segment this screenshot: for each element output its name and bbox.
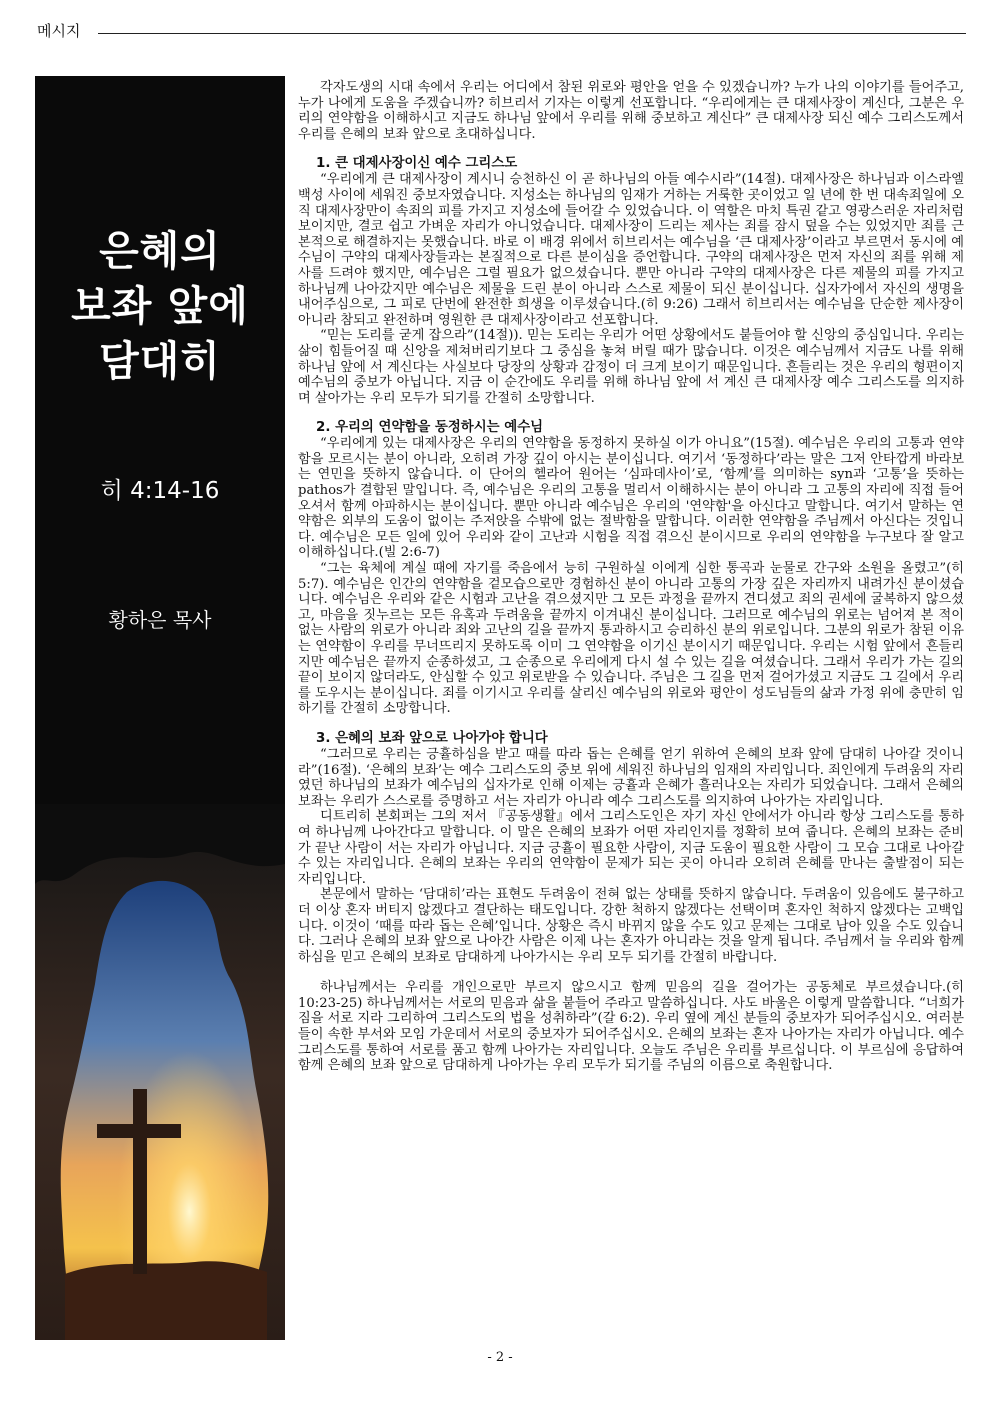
preacher-name: 황하은 목사 <box>108 608 212 632</box>
section-3-paragraph: “그러므로 우리는 긍휼하심을 받고 때를 따라 돕는 은혜를 얻기 위하여 은혜의 보좌 앞에 담대히 나아갈 것이니라”(16절). ‘은혜의 보좌’는 예수 그리스도의 중보 위에 세워진 하나님의 임재의 자리입니다. 죄인에게 두려움의 자리였던 하나님의 보좌가 예수님의 십자가로 인해 이제는 긍휼과 은혜가 흘러나오는 자리가 되었습니다. 그래서 은혜의 보좌는 우리가 스스로를 증명하고 서는 자리가 아니라 예수 그리스도를 의지하여 나아가는 자리입니다. <box>298 746 964 809</box>
section-3-paragraph: 디트리히 본회퍼는 그의 저서 『공동생활』에서 그리스도인은 자기 자신 안에서가 아니라 항상 그리스도를 통하여 하나님께 나아간다고 말합니다. 이 말은 은혜의 보좌가 어떤 자리인지를 정확히 보여 줍니다. 은혜의 보좌는 준비가 끝난 사람이 서는 자리가 아닙니다. 지금 긍휼이 필요한 사람이, 지금 도움이 필요한 사람이 그 모습 그대로 나아갈 수 있는 자리입니다. 은혜의 보좌는 우리의 연약함이 문제가 되는 곳이 아니라 오히려 은혜를 만나는 출발점이 되는 자리입니다. <box>298 809 964 887</box>
intro-paragraph: 각자도생의 시대 속에서 우리는 어디에서 참된 위로와 평안을 얻을 수 있겠습니까? 누가 나의 이야기를 들어주고, 누가 나에게 도움을 주겠습니까? 히브리서 기자는 이렇게 선포합니다. “우리에게는 큰 대제사장이 계신다, 그분은 우리의 연약함을 이해하시고 지금도 하나님 앞에서 우리를 위해 중보하고 계신다” 큰 대제사장 되신 예수 그리스도께서 우리를 은혜의 보좌 앞으로 초대하십니다. <box>298 80 964 142</box>
section-2-paragraph: “그는 육체에 계실 때에 자기를 죽음에서 능히 구원하실 이에게 심한 통곡과 눈물로 간구와 소원을 올렸고”(히 5:7). 예수님은 인간의 연약함을 겉모습으로만 경험하신 분이 아니라 고통의 가장 깊은 자리까지 내려가신 분이셨습니다. 예수님은 우리와 같은 시험과 고난을 겪으셨지만 그 모든 과정을 끝까지 견디셨고 죄의 권세에 굴복하지 않으셨고, 마음을 짓누르는 모든 유혹과 두려움을 끝까지 이겨내신 분이십니다. 그러므로 예수님의 위로는 넘어져 본 적이 없는 사람의 위로가 아니라 죄와 고난의 길을 끝까지 통과하시고 승리하신 분의 위로입니다. 그분의 위로가 참된 이유는 연약함이 우리를 무너뜨리지 못하도록 이미 그 연약함을 이기신 분이시기 때문입니다. 우리는 시험 앞에서 흔들리지만 예수님은 끝까지 순종하셨고, 그 순종으로 우리에게 다시 설 수 있는 길을 여셨습니다. 그래서 우리가 가는 길의 끝이 보이지 않더라도, 안심할 수 있고 위로받을 수 있습니다. 주님은 그 길을 먼저 걸어가셨고 지금도 그 길에서 우리를 도우시는 분이십니다. 죄를 이기시고 우리를 살리신 예수님의 위로와 평안이 성도님들의 삶과 가정 위에 충만히 임하기를 간절히 소망합니다. <box>298 561 964 717</box>
paragraph-gap <box>298 965 964 980</box>
section-3-heading: 3. 은혜의 보좌 앞으로 나아가야 합니다 <box>316 730 548 746</box>
section-2-paragraph: “우리에게 있는 대제사장은 우리의 연약함을 동정하지 못하실 이가 아니요”(15절). 예수님은 우리의 고통과 연약함을 모르시는 분이 아니라, 오히려 가장 깊이 아시는 분이십니다. 여기서 ‘동정하다’라는 말은 그저 안타깝게 바라보는 연민을 뜻하지 않습니다. 이 단어의 헬라어 원어는 ‘심파데사이’로, ‘함께’를 의미하는 syn과 ‘고통’을 뜻하는 pathos가 결합된 말입니다. 즉, 예수님은 우리의 고통을 멀리서 이해하시는 분이 아니라 그 고통의 자리에 직접 들어오셔서 함께 아파하시는 분이십니다. 뿐만 아니라 예수님은 우리의 '연약함'을 아신다고 말합니다. 여기서 말하는 연약함은 외부의 도움이 없이는 주저앉을 수밖에 없는 절박함을 말합니다. 이러한 연약함을 주님께서 아신다는 것입니다. 예수님은 모든 일에 있어 우리와 같이 고난과 시험을 직접 겪으신 분이시므로 우리의 연약함을 누구보다 잘 알고 이해하십니다.(빌 2:6-7) <box>298 436 964 561</box>
section-2-heading: 2. 우리의 연약함을 동정하시는 예수님 <box>316 420 544 436</box>
cross-in-cave-image <box>35 804 285 1340</box>
section-label: 메시지 <box>37 22 81 40</box>
closing-paragraph: 하나님께서는 우리를 개인으로만 부르지 않으시고 함께 믿음의 길을 걸어가는 공동체로 부르셨습니다.(히 10:23-25) 하나님께서는 서로의 믿음과 삶을 붙들어 주라고 말씀하십니다. 사도 바울은 이렇게 말씀합니다. “너희가 짐을 서로 지라 그리하여 그리스도의 법을 성취하라”(갈 6:2). 우리 옆에 계신 분들의 중보자가 되어주십시오. 여러분들이 속한 부서와 모임 가운데서 서로의 중보자가 되어주십시오. 은혜의 보좌는 혼자 나아가는 자리가 아닙니다. 예수 그리스도를 통하여 서로를 품고 함께 나아가는 자리입니다. 오늘도 주님은 우리를 부르십니다. 이 부르심에 응답하여 함께 은혜의 보좌 앞으로 담대하게 나아가는 우리 모두가 되기를 주님의 이름으로 축원합니다. <box>298 980 964 1074</box>
section-1-heading: 1. 큰 대제사장이신 예수 그리스도 <box>316 156 518 172</box>
article-body <box>298 80 964 1074</box>
sermon-title <box>35 224 285 389</box>
sermon-title-line-2: 보좌 앞에 <box>71 282 249 330</box>
header-rule <box>98 33 966 34</box>
section-1-paragraph: “우리에게 큰 대제사장이 계시니 승천하신 이 곧 하나님의 아들 예수시라”(14절). 대제사장은 하나님과 이스라엘 백성 사이에 세워진 중보자였습니다. 지성소는 하나님의 임재가 거하는 거룩한 곳이었고 일 년에 한 번 대속죄일에 오직 대제사장만이 속죄의 피를 가지고 지성소에 들어갈 수 있었습니다. 이 역할은 마치 특권 같고 영광스러운 자리처럼 보이지만, 결코 쉽고 가벼운 자리가 아니었습니다. 대제사장이 드리는 제사는 죄를 잠시 덮을 수는 있었지만 죄를 근본적으로 해결하지는 못했습니다. 바로 이 배경 위에서 히브리서는 예수님을 ‘큰 대제사장’이라고 부르면서 동시에 예수님이 구약의 대제사장들과는 본질적으로 다른 분이심을 증언합니다. 구약의 대제사장은 먼저 자신의 죄를 위해 제사를 드려야 했지만, 예수님은 그럴 필요가 없으셨습니다. 뿐만 아니라 구약의 대제사장은 다른 제물의 피를 가지고 하나님께 나아갔지만 예수님은 제물을 드린 분이 아니라 스스로 제물이 되신 분이십니다. 십자가에서 자신의 생명을 내어주심으로, 그 피로 단번에 완전한 희생을 이루셨습니다.(히 9:26) 그래서 히브리서는 예수님을 단순한 제사장이 아니라 참되고 완전하며 영원한 큰 대제사장이라고 선포합니다. <box>298 172 964 328</box>
sermon-title-line-3: 담대히 <box>99 337 221 385</box>
page-number: - 2 - <box>487 1350 513 1365</box>
section-1-paragraph: “믿는 도리를 굳게 잡으라”(14절)). 믿는 도리는 우리가 어떤 상황에서도 붙들어야 할 신앙의 중심입니다. 우리는 삶이 힘들어질 때 신앙을 제쳐버리기보다 그 중심을 놓쳐 버릴 때가 많습니다. 이것은 예수님께서 지금도 나를 위해 하나님 앞에 서 계신다는 사실보다 당장의 상황과 감정이 더 크게 보이기 때문입니다. 흔들리는 것은 우리의 형편이지 예수님의 중보가 아닙니다. 지금 이 순간에도 우리를 위해 하나님 앞에 서 계신 큰 대제사장 예수 그리스도를 의지하며 살아가는 우리 모두가 되기를 간절히 소망합니다. <box>298 328 964 406</box>
sermon-title-line-1: 은혜의 <box>99 227 221 275</box>
sidebar-panel <box>35 76 285 1340</box>
scripture-reference: 히 4:14-16 <box>100 478 220 504</box>
section-3-paragraph: 본문에서 말하는 ‘담대히’라는 표현도 두려움이 전혀 없는 상태를 뜻하지 않습니다. 두려움이 있음에도 불구하고 더 이상 혼자 버티지 않겠다고 결단하는 태도입니다. 강한 척하지 않겠다는 선택이며 혼자인 척하지 않겠다는 고백입니다. 이것이 ‘때를 따라 돕는 은혜’입니다. 상황은 즉시 바뀌지 않을 수도 있고 문제는 그대로 남아 있을 수도 있습니다. 그러나 은혜의 보좌 앞으로 나아간 사람은 이제 나는 혼자가 아니라는 것을 알게 됩니다. 주님께서 늘 우리와 함께 하심을 믿고 은혜의 보좌로 담대하게 나아가시는 우리 모두 되기를 간절히 바랍니다. <box>298 887 964 965</box>
